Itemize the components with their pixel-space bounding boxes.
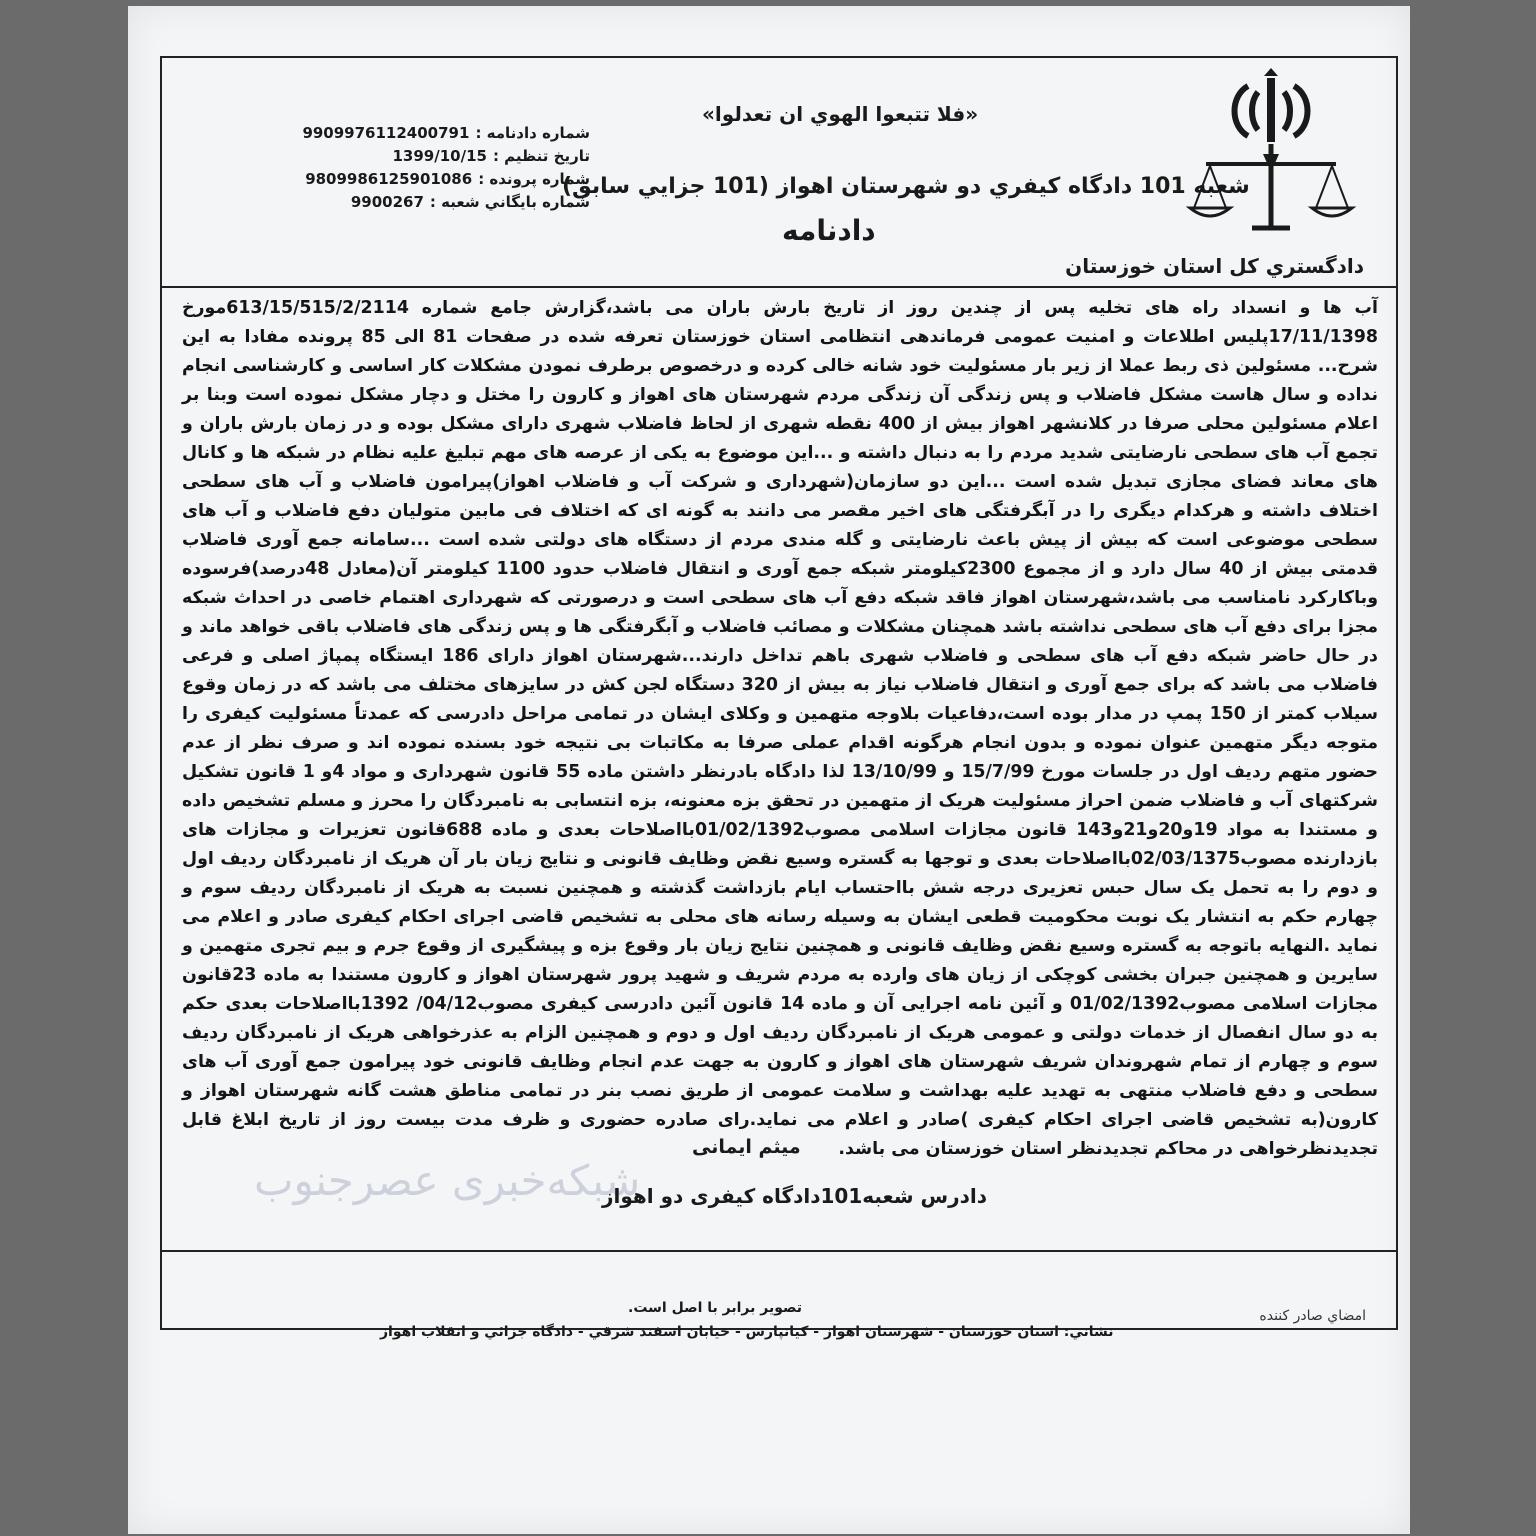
header-divider (162, 286, 1396, 288)
meta-label: شماره پرونده : (478, 170, 590, 188)
header-motto: «فلا تتبعوا الهوي ان تعدلوا» (702, 102, 979, 126)
meta-label: تاریخ تنظیم : (492, 147, 590, 165)
news-watermark: شبکه‌خبری عصرجنوب (254, 1156, 641, 1205)
verdict-body (182, 294, 1378, 1164)
meta-row-verdict-number (270, 122, 590, 145)
meta-value: 9909976112400791 (302, 124, 470, 142)
document-frame (160, 56, 1398, 1330)
meta-row-date (270, 145, 590, 168)
province-justice-label: دادگستري کل استان خوزستان (1065, 254, 1364, 278)
meta-label: شماره بایگاني شعبه : (429, 193, 590, 211)
meta-row-case-number (270, 168, 590, 191)
court-address: نشاني: استان خوزستان - شهرستان اهواز - کیانپارس - خیابان اسفند شرقي - دادگاه جزائي و انقلاب اهواز (380, 1324, 1114, 1340)
signature-divider (162, 1250, 1396, 1252)
iran-emblem-scales-icon (1186, 68, 1356, 238)
court-verdict-paper (128, 6, 1410, 1534)
judge-name: میثم ایمانی (692, 1136, 801, 1158)
issuer-signature-label: امضاي صادر کننده (1259, 1308, 1366, 1324)
verdict-paragraph: آب ها و انسداد راه های تخلیه پس از چندین روز از تاریخ بارش باران می باشد،گزارش جامع شماره 613/15/515/2/2114مورخ 17/11/1398پلیس اطلاعات و امنیت عمومی فرماندهی انتظامی استان خوزستان تعرفه شده در صفحات 81 الی 85 پرونده مفادا به این شرح... مسئولین ذی ربط عملا از زیر بار مسئولیت خود شانه خالی کرده و درخصوص برطرف نمودن مشکلات کار اساسی و کارشناسی انجام نداده و سال هاست مشکل فاضلاب و پس زندگی آن زندگی مردم شهرستان های اهواز و کارون را مختل و دچار مشکل نموده است وبنا بر اعلام مسئولین محلی صرفا در کلانشهر اهواز بیش از 400 نقطه شهری از لحاظ فاضلاب شهری دارای مشکل بوده و در زمان بارش باران و تجمع آب های سطحی نارضایتی شدید مردم را به دنبال داشته و ...این موضوع به یکی از عرصه های مهم تبلیغ علیه نظام در شبکه ها و کانال های معاند فضای مجازی تبدیل شده است ...این دو سازمان(شهرداری و شرکت آب و فاضلاب اهواز)پیرامون فاضلاب و آب های سطحی اختلاف داشته و هرکدام دیگری را در آبگرفتگی های اخیر مقصر می دانند به گونه ای که اختلاف فی مابین متولیان دفع فاضلاب و آب های سطحی موضوعی است که بیش از پیش باعث نارضایتی و گله مندی مردم از دستگاه های دولتی شده است ...سامانه جمع آوری فاضلاب قدمتی بیش از 40 سال دارد و از مجموع 2300کیلومتر شبکه جمع آوری و انتقال فاضلاب حدود 1100 کیلومتر آن(معادل 48درصد)فرسوده وباکارکرد نامناسب می باشد،شهرستان اهواز فاقد شبکه دفع آب های سطحی است و درصورتی که شهرداری اهتمام خاصی در احداث شبکه مجزا برای دفع آب های سطحی نداشته باشد همچنان مشکلات و مصائب فاضلاب و آبگرفتگی ها و پس زندگی های فاضلاب باقی خواهد ماند و در حال حاضر شبکه دفع آب های سطحی و فاضلاب شهری باهم تداخل دارند...شهرستان اهواز دارای 186 ایستگاه پمپاژ اصلی و فرعی فاضلاب می باشد که برای جمع آوری و انتقال فاضلاب نیاز به بیش از 320 دستگاه لجن کش در سایزهای مختلف می باشد که در زمان وقوع سیلاب کمتر از 150 پمپ در مدار بوده است،دفاعیات بلاوجه متهمین و وکلای ایشان در تمامی مراحل دادرسی که عمدتاً مسئولیت کیفری را متوجه دیگر متهمین عنوان نموده و بدون انجام هرگونه اقدام عملی صرفا به مکاتبات بی نتیجه خود بسنده نموده اند و صرف نظر از عدم حضور متهم ردیف اول در جلسات مورخ 15/7/99 و 13/10/99 لذا دادگاه بادرنظر داشتن ماده 55 قانون شهرداری و مواد 4و 1 قانون تشکیل شرکتهای آب و فاضلاب ضمن احراز مسئولیت هریک از متهمین در تحقق بزه معنونه، بزه انتسابی به نامبردگان را محرز و مسلم تشخیص داده و مستندا به مواد 19و20و21و143 قانون مجازات اسلامی مصوب01/02/1392بااصلاحات بعدی و ماده 688قانون تعزیرات و مجازات های بازدارنده مصوب02/03/1375بااصلاحات بعدی و توجها به گستره وسیع نقض وظایف قانونی و نتایج زیان بار آن هریک از نامبردگان ردیف اول و دوم را به تحمل یک سال حبس تعزیری درجه شش بااحتساب ایام بازداشت گذشته و همچنین نسبت به هریک از نامبردگان ردیف سوم و چهارم حکم به انتشار یک نوبت محکومیت قطعی ایشان به وسیله رسانه های محلی به تشخیص قاضی اجرای احکام کیفری صادر و اعلام می نماید .النهایه باتوجه به گستره وسیع نقض وظایف قانونی و همچنین نتایج زیان بار وقوع بزه و پیشگیری از وقوع جرم و بیم تجری متهمین و سایرین و همچنین جبران بخشی کوچکی از زیان های وارده به مردم شریف و شهید پرور شهرستان اهواز و کارون مستندا به ماده 23قانون مجازات اسلامی مصوب01/02/1392 و آئین نامه اجرایی آن و ماده 14 قانون آئین دادرسی کیفری مصوب04/12/ 1392بااصلاحات بعدی حکم به دو سال انفصال از خدمات دولتی و عمومی هریک از نامبردگان ردیف اول و دوم و همچنین الزام به عذرخواهی هریک از نامبردگان ردیف سوم و چهارم از تمام شهروندان شریف شهرستان های اهواز و کارون به جهت عدم انجام وظایف قانونی خود پیرامون جمع آوری آب های سطحی و دفع فاضلاب منتهی به تهدید علیه بهداشت و سلامت عمومی از طریق نصب بنر در تمامی مناطق هشت گانه شهرستان اهواز و کارون(به تشخیص قاضی اجرای احکام کیفری )صادر و اعلام می نماید.رای صادره حضوری و ظرف مدت بیست روز از تاریخ ابلاغ قابل تجدیدنظرخواهی در محاکم تجدیدنظر استان خوزستان می باشد. (182, 298, 1379, 1159)
case-metadata (270, 122, 590, 214)
meta-row-archive-number (270, 191, 590, 214)
meta-label: شماره دادنامه : (475, 124, 590, 142)
meta-value: 9809986125901086 (305, 170, 473, 188)
copy-certification-note: تصویر برابر با اصل است. (628, 1300, 803, 1316)
document-title: دادنامه (782, 214, 876, 247)
court-branch-title: شعبه 101 دادگاه کیفري دو شهرستان اهواز (101 جزایي سابق) (562, 174, 1250, 199)
meta-value: 9900267 (350, 193, 424, 211)
judge-title: دادرس شعبه101دادگاه کیفری دو اهواز (602, 1184, 987, 1208)
meta-value: 1399/10/15 (392, 147, 487, 165)
